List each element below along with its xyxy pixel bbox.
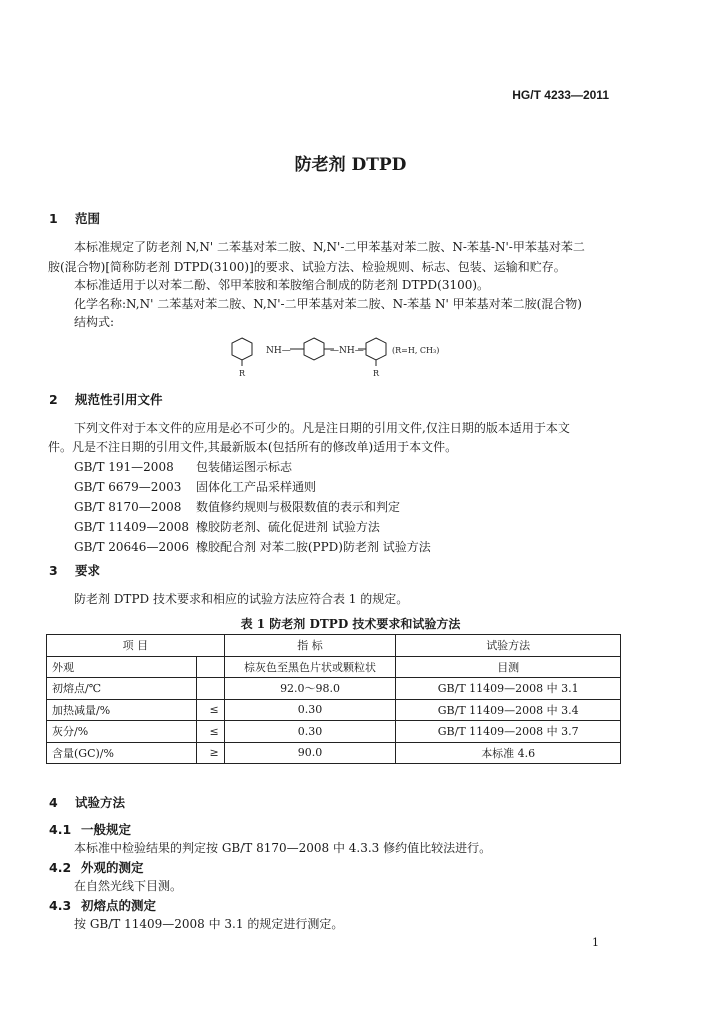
paragraph-line: 防老剂 DTPD 技术要求和相应的试验方法应符合表 1 的规定。 (74, 592, 409, 606)
paragraph-line: 本标准适用于以对苯二酚、邻甲苯胺和苯胺缩合制成的防老剂 DTPD(3100)。 (74, 278, 490, 292)
cell-spec: 0.30 (224, 721, 396, 743)
cell-symbol: ≤ (196, 699, 224, 721)
section-title: 规范性引用文件 (75, 392, 163, 407)
cell-item: 含量(GC)/% (47, 742, 197, 764)
cell-symbol (196, 656, 224, 678)
section-number: 1 (49, 211, 58, 226)
section-heading (49, 793, 125, 811)
cell-method: GB/T 11409—2008 中 3.4 (396, 699, 621, 721)
cell-spec: 棕灰色至黑色片状或颗粒状 (224, 656, 396, 678)
table-row (47, 678, 621, 700)
reference-item: GB/T 20646—2006 橡胶配合剂 对苯二胺(PPD)防老剂 试验方法 (74, 540, 431, 554)
header-spec: 指 标 (224, 635, 396, 657)
table-header-row (47, 635, 621, 657)
subsection-title: 一般规定 (81, 822, 132, 837)
table-caption: 表 1 防老剂 DTPD 技术要求和试验方法 (240, 617, 461, 631)
cell-item: 初熔点/℃ (47, 678, 197, 700)
table-row (47, 742, 621, 764)
subsection-number: 4.1 (49, 822, 72, 837)
cell-spec: 92.0～98.0 (224, 678, 396, 700)
header-item: 项 目 (47, 635, 225, 657)
paragraph-line: 结构式: (74, 315, 115, 329)
cell-spec: 90.0 (224, 742, 396, 764)
paragraph-line: 件。凡是不注日期的引用文件,其最新版本(包括所有的修改单)适用于本文件。 (48, 440, 458, 454)
benzene-ring-right (366, 338, 386, 360)
substituent-note: (R=H, CH₃) (392, 346, 440, 355)
standard-code: HG/T 4233—2011 (512, 88, 609, 102)
paragraph-line: 本标准规定了防老剂 N,N' 二苯基对苯二胺、N,N'-二甲苯基对苯二胺、N-苯基-N'-甲苯基对苯二 (74, 240, 585, 254)
subsection-title: 外观的测定 (81, 860, 144, 875)
section-heading (49, 561, 100, 579)
document-title: 防老剂 DTPD (294, 155, 407, 175)
header-method: 试验方法 (396, 635, 621, 657)
paragraph-line: 在自然光线下目测。 (74, 879, 183, 893)
amine-group-middle: —NH— (330, 346, 364, 356)
reference-item: GB/T 11409—2008 橡胶防老剂、硫化促进剂 试验方法 (74, 520, 380, 534)
cell-item: 外观 (47, 656, 197, 678)
subsection-number: 4.3 (49, 898, 72, 913)
r-group-right: R (373, 369, 380, 378)
r-group-left: R (239, 369, 246, 378)
structural-formula (226, 330, 526, 380)
section-number: 2 (49, 392, 58, 407)
section-number: 3 (49, 563, 58, 578)
cell-method: 目测 (396, 656, 621, 678)
section-heading (49, 209, 100, 227)
cell-spec: 0.30 (224, 699, 396, 721)
cell-symbol (196, 678, 224, 700)
section-title: 试验方法 (75, 795, 126, 810)
spec-table (46, 634, 621, 764)
section-title: 要求 (75, 563, 101, 578)
subsection-heading (49, 896, 156, 914)
subsection-heading (49, 858, 144, 876)
paragraph-line: 胺(混合物)[简称防老剂 DTPD(3100)]的要求、试验方法、检验规则、标志、包装、运输和贮存。 (48, 260, 566, 274)
section-title: 范围 (75, 211, 101, 226)
cell-item: 灰分/% (47, 721, 197, 743)
subsection-number: 4.2 (49, 860, 72, 875)
reference-item: GB/T 6679—2003 固体化工产品采样通则 (74, 480, 317, 494)
cell-method: GB/T 11409—2008 中 3.7 (396, 721, 621, 743)
subsection-heading (49, 820, 131, 838)
subsection-title: 初熔点的测定 (81, 898, 157, 913)
paragraph-line: 下列文件对于本文件的应用是必不可少的。凡是注日期的引用文件,仅注日期的版本适用于本文 (74, 421, 570, 435)
table-row (47, 721, 621, 743)
benzene-ring-left (232, 338, 252, 360)
amine-group-left: NH— (266, 346, 291, 356)
section-number: 4 (49, 795, 58, 810)
structure-drawing (226, 330, 526, 380)
section-heading (49, 390, 163, 408)
paragraph-line: 化学名称:N,N' 二苯基对苯二胺、N,N'-二甲苯基对苯二胺、N-苯基 N' 甲苯基对苯二胺(混合物) (74, 297, 582, 311)
paragraph-line: 按 GB/T 11409—2008 中 3.1 的规定进行测定。 (74, 917, 344, 931)
paragraph-line: 本标准中检验结果的判定按 GB/T 8170—2008 中 4.3.3 修约值比较法进行。 (74, 841, 492, 855)
page-number: 1 (592, 936, 599, 949)
cell-symbol: ≥ (196, 742, 224, 764)
cell-method: GB/T 11409—2008 中 3.1 (396, 678, 621, 700)
table-row (47, 656, 621, 678)
reference-item: GB/T 8170—2008 数值修约规则与极限数值的表示和判定 (74, 500, 401, 514)
cell-item: 加热减量/% (47, 699, 197, 721)
table-row (47, 699, 621, 721)
cell-method: 本标准 4.6 (396, 742, 621, 764)
benzene-ring-middle (304, 338, 324, 360)
cell-symbol: ≤ (196, 721, 224, 743)
reference-item: GB/T 191—2008 包装储运图示标志 (74, 460, 293, 474)
